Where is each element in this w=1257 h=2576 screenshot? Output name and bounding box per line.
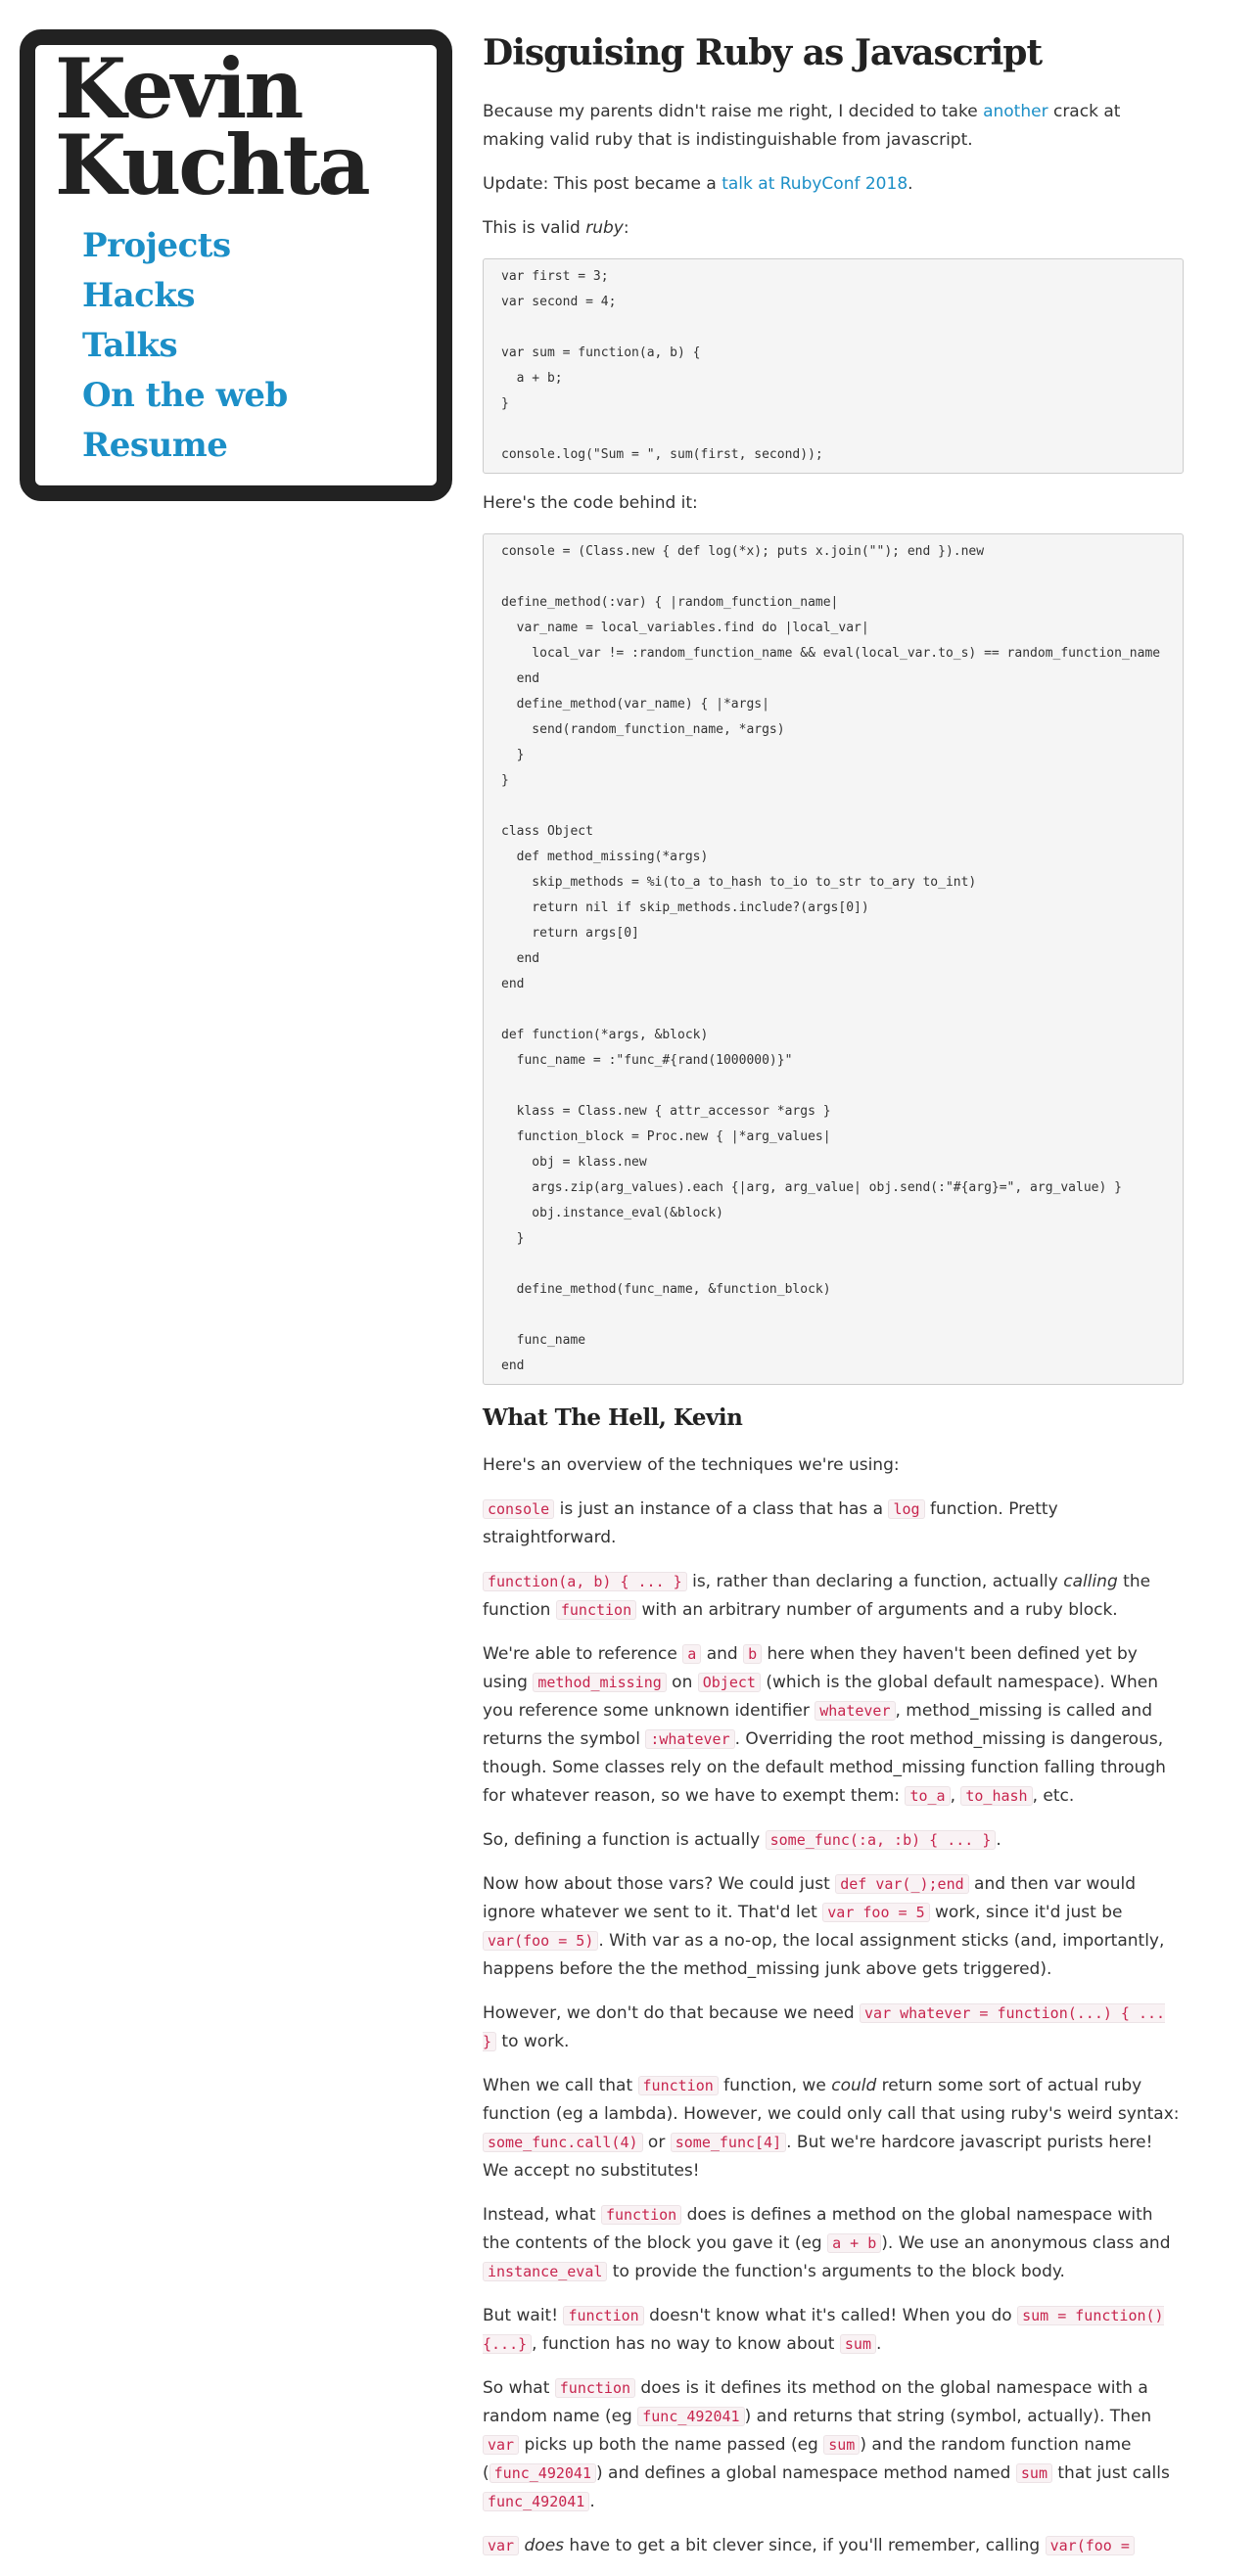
intro-paragraph [483,98,1184,155]
inline-code: b [743,1644,762,1664]
inline-code: a [682,1644,701,1664]
text: does is it defines its method on the global namespace with a random name (eg [483,2378,1148,2426]
inline-code: sum [840,2334,876,2354]
text: to provide the function's arguments to the block body. [607,2262,1065,2281]
inline-code: func_492041 [483,2492,589,2511]
text: , function has no way to know about [532,2334,840,2354]
inline-code: sum = function() {...} [483,2307,1164,2353]
text: ) and defines a global namespace method named [595,2463,1016,2483]
text: return some sort of actual ruby function (eg a lambda). However, we could only call that using ruby's weird syntax: [483,2076,1180,2124]
inline-code: log [888,1499,924,1519]
emphasis: calling [1063,1572,1118,1591]
text: here when they haven't been defined yet by using [483,1644,1138,1692]
intro-text: Because my parents didn't raise me right, I decided to take [483,102,984,121]
inline-code: func_492041 [489,2463,596,2483]
code-block-implementation: console = (Class.new { def log(*x); puts x.join(""); end }).new define_method(:var) { |random_function_name| var_name = local_variables.find do |local_var| local_var != :random_function_name && eval(local_var.to_s) == random_function_name end define_method(var_name) { |*args| send(random_function_name, *args) } } class Object def method_missing(*args) skip_methods = %i(to_a to_hash to_io to_str to_ary to_int) return nil if skip_methods.include?(args[0]) return args[0] end end def function(*args, &block) func_name = :"func_#{rand(1000000)}" klass = Class.new { attr_accessor *args } function_block = Proc.new { |*arg_values| obj = klass.new args.zip(arg_values).each {|arg, arg_value| obj.send(:"#{arg}=", arg_value) } obj.instance_eval(&block) } define_method(func_name, &function_block) func_name end [483,533,1184,1385]
text: So, defining a function is actually [483,1830,766,1850]
vars-paragraph [483,1870,1184,1984]
text: have to get a bit clever since, if you'll remember, calling [564,2536,1046,2555]
valid-ruby-colon: : [623,218,629,238]
text: ) and returns that string (symbol, actually). Then [744,2407,1152,2426]
inline-code: var [483,2435,519,2455]
text: ). We use an anonymous class and [881,2233,1171,2253]
function-paragraph [483,1568,1184,1625]
text: function. Pretty straightforward. [483,1499,1058,1547]
text: to work. [496,2032,570,2051]
text: However, we don't do that because we need [483,2003,861,2023]
inline-code: to_hash [960,1786,1032,1806]
text: (which is the global default namespace). When you reference some unknown identifier [483,1673,1158,1721]
another-link[interactable]: another [983,102,1048,121]
text: . [875,2334,882,2354]
inline-code: var [483,2536,519,2555]
inline-code: function [601,2205,681,2225]
text: But wait! [483,2306,564,2325]
site-title[interactable] [55,40,368,213]
inline-code: function(a, b) { ... } [483,1572,687,1591]
sidebar-nav [82,221,288,471]
inline-code: function [638,2076,719,2095]
text: and then var would ignore whatever we sent to it. That'd let [483,1874,1136,1922]
overview-paragraph: Here's an overview of the techniques we're using: [483,1455,900,1475]
inline-code: sum [1016,2463,1052,2483]
text: is, rather than declaring a function, actually [686,1572,1064,1591]
valid-ruby-emphasis: ruby [585,218,624,238]
rubyconf-talk-link[interactable]: talk at RubyConf 2018 [722,174,908,194]
inline-code: method_missing [533,1673,666,1692]
text: . But we're hardcore javascript purists here! We accept no substitutes! [483,2133,1153,2181]
intro-text-end: crack at making valid ruby that is indistinguishable from javascript. [483,102,1121,150]
however-paragraph [483,2000,1184,2056]
inline-code: var(foo = 5) [483,1931,598,1951]
inline-code: def var(_);end [835,1874,968,1894]
site-title-last-name[interactable]: Kuchta [55,116,368,213]
text: picks up both the name passed (eg [519,2435,824,2455]
inline-code: function [556,1600,636,1620]
inline-code: function [563,2306,643,2325]
emphasis: could [831,2076,877,2095]
text: , [950,1786,961,1806]
text: When we call that [483,2076,638,2095]
inline-code: console [483,1499,554,1519]
behind-paragraph: Here's the code behind it: [483,493,698,513]
text: We're able to reference [483,1644,683,1664]
nav-link-hacks[interactable]: Hacks [82,276,196,315]
emphasis: does [524,2536,565,2555]
text: . Overriding the root method_missing is dangerous, though. Some classes rely on the default method_missing function falling through for whatever reason, so we have to exempt them: [483,1729,1166,1806]
text: . With var as a no-op, the local assignment sticks (and, importantly, happens before the the method_missing junk above gets triggered). [483,1931,1165,1979]
text: . [996,1830,1001,1850]
inline-code: func_492041 [637,2407,744,2426]
nav-link-projects[interactable]: Projects [82,226,231,265]
text: is just an instance of a class that has a [554,1499,889,1519]
inline-code: var foo = 5 [822,1903,929,1922]
text: doesn't know what it's called! When you do [643,2306,1018,2325]
valid-ruby-text: This is valid [483,218,586,238]
inline-code: function [555,2378,635,2398]
section-heading: What The Hell, Kevin [483,1404,743,1431]
inline-code: sum [823,2435,860,2455]
text: function, we [718,2076,832,2095]
text: or [642,2133,671,2152]
code-block-javascript-style: var first = 3; var second = 4; var sum = function(a, b) { a + b; } console.log("Sum = ", sum(first, second)); [483,258,1184,474]
sidebar [20,29,452,501]
call-paragraph [483,2072,1184,2185]
text: the function [483,1572,1151,1620]
nav-link-resume[interactable]: Resume [82,426,228,465]
inline-code: var whatever = function(...) { ... } [483,2004,1166,2050]
inline-code: to_a [905,1786,950,1806]
nav-link-on-the-web[interactable]: On the web [82,376,288,415]
defining-paragraph [483,1826,1184,1855]
post-content [483,27,1184,2576]
inline-code: some_func[4] [671,2133,786,2152]
console-paragraph [483,1495,1184,1552]
text: Now how about those vars? We could just [483,1874,836,1894]
valid-ruby-paragraph [483,214,1184,243]
text: work, since it'd just be [929,1903,1123,1922]
text: So what [483,2378,555,2398]
sowhat-paragraph [483,2374,1184,2516]
update-text: Update: This post became a [483,174,722,194]
instead-paragraph [483,2201,1184,2286]
inline-code: instance_eval [483,2262,607,2281]
inline-code: Object [698,1673,761,1692]
inline-code: whatever [815,1701,895,1721]
reference-paragraph [483,1640,1184,1811]
inline-code: a + b [827,2233,881,2253]
text: ) and the random function name ( [483,2435,1132,2483]
inline-code: var(foo = [1046,2536,1135,2555]
inline-code: :whatever [645,1729,734,1749]
var-paragraph [483,2532,1184,2560]
text: that just calls [1051,2463,1170,2483]
text: , etc. [1032,1786,1075,1806]
text: on [666,1673,698,1692]
site-title-first-name[interactable]: Kevin [55,40,302,137]
update-text-end: . [908,174,913,194]
text: , method_missing is called and returns the symbol [483,1701,1152,1749]
text: with an arbitrary number of arguments and a ruby block. [636,1600,1118,1620]
inline-code: some_func.call(4) [483,2133,643,2152]
wait-paragraph [483,2302,1184,2359]
text: . [589,2492,595,2511]
text: and [701,1644,744,1664]
update-paragraph [483,170,1184,199]
nav-link-talks[interactable]: Talks [82,326,178,365]
inline-code: some_func(:a, :b) { ... } [766,1830,997,1850]
post-title: Disguising Ruby as Javascript [483,32,1043,73]
text: Instead, what [483,2205,601,2225]
text: does is defines a method on the global namespace with the contents of the block you gave it (eg [483,2205,1153,2253]
